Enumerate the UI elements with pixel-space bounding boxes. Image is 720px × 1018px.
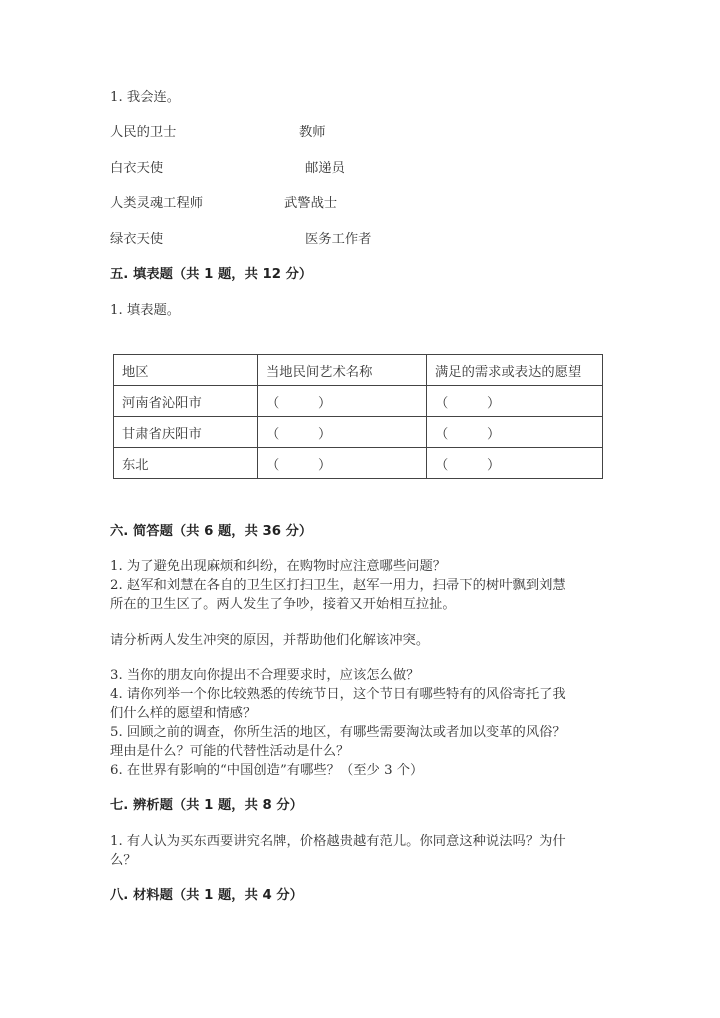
section-6-heading: 六. 简答题（共 6 题，共 36 分） [110,524,313,539]
table-header: 当地民间艺术名称 [258,355,427,386]
match-right-2: 邮递员 [305,161,345,176]
question-line: 所在的卫生区了。两人发生了争吵，接着又开始相互拉扯。 [110,597,456,612]
table-header: 地区 [114,355,258,386]
section-7-heading: 七. 辨析题（共 1 题，共 8 分） [110,798,303,813]
question-line: 2. 赵军和刘慧在各自的卫生区打扫卫生，赵军一用力，扫帚下的树叶飘到刘慧 [110,578,566,593]
answer-blank[interactable]: （ ） [427,448,603,479]
section-5-heading: 五. 填表题（共 1 题，共 12 分） [110,267,313,282]
match-right-3: 武警战士 [284,196,338,211]
question-line: 1. 为了避免出现麻烦和纠纷，在购物时应注意哪些问题？ [110,559,447,574]
answer-blank[interactable]: （ ） [427,417,603,448]
table-cell-region: 东北 [114,448,258,479]
question-line: 3. 当你的朋友向你提出不合理要求时，应该怎么做？ [110,668,420,683]
table-header: 满足的需求或表达的愿望 [427,355,603,386]
fill-table [113,354,603,479]
answer-blank[interactable]: （ ） [258,417,427,448]
question-line: 理由是什么？可能的代替性活动是什么？ [110,744,350,759]
answer-blank[interactable]: （ ） [258,448,427,479]
match-right-4: 医务工作者 [305,232,372,247]
answer-blank[interactable]: （ ） [258,386,427,417]
question-line: 们什么样的愿望和情感？ [110,706,257,721]
match-left-3: 人类灵魂工程师 [110,196,204,211]
matching-title: 1. 我会连。 [110,90,181,105]
answer-blank[interactable]: （ ） [427,386,603,417]
question-line: 5. 回顾之前的调查，你所生活的地区，有哪些需要淘汰或者加以变革的风俗？ [110,725,566,740]
match-left-4: 绿衣天使 [110,232,164,247]
question-line: 1. 有人认为买东西要讲究名牌，价格越贵越有范儿。你同意这种说法吗？为什 [110,834,566,849]
table-cell-region: 河南省沁阳市 [114,386,258,417]
table-row [114,448,603,479]
table-cell-region: 甘肃省庆阳市 [114,417,258,448]
question-line: 请分析两人发生冲突的原因，并帮助他们化解该冲突。 [110,633,430,648]
question-line: 么？ [110,853,137,868]
match-left-1: 人民的卫士 [110,125,177,140]
table-row [114,417,603,448]
match-left-2: 白衣天使 [110,161,164,176]
section-8-heading: 八. 材料题（共 1 题，共 4 分） [110,888,303,903]
section-5-question: 1. 填表题。 [110,303,181,318]
question-line: 6. 在世界有影响的“中国创造”有哪些？（至少 3 个） [110,763,424,778]
question-line: 4. 请你列举一个你比较熟悉的传统节日，这个节日有哪些特有的风俗寄托了我 [110,687,566,702]
table-row [114,386,603,417]
table-header-row [114,355,603,386]
match-right-1: 教师 [299,125,326,140]
